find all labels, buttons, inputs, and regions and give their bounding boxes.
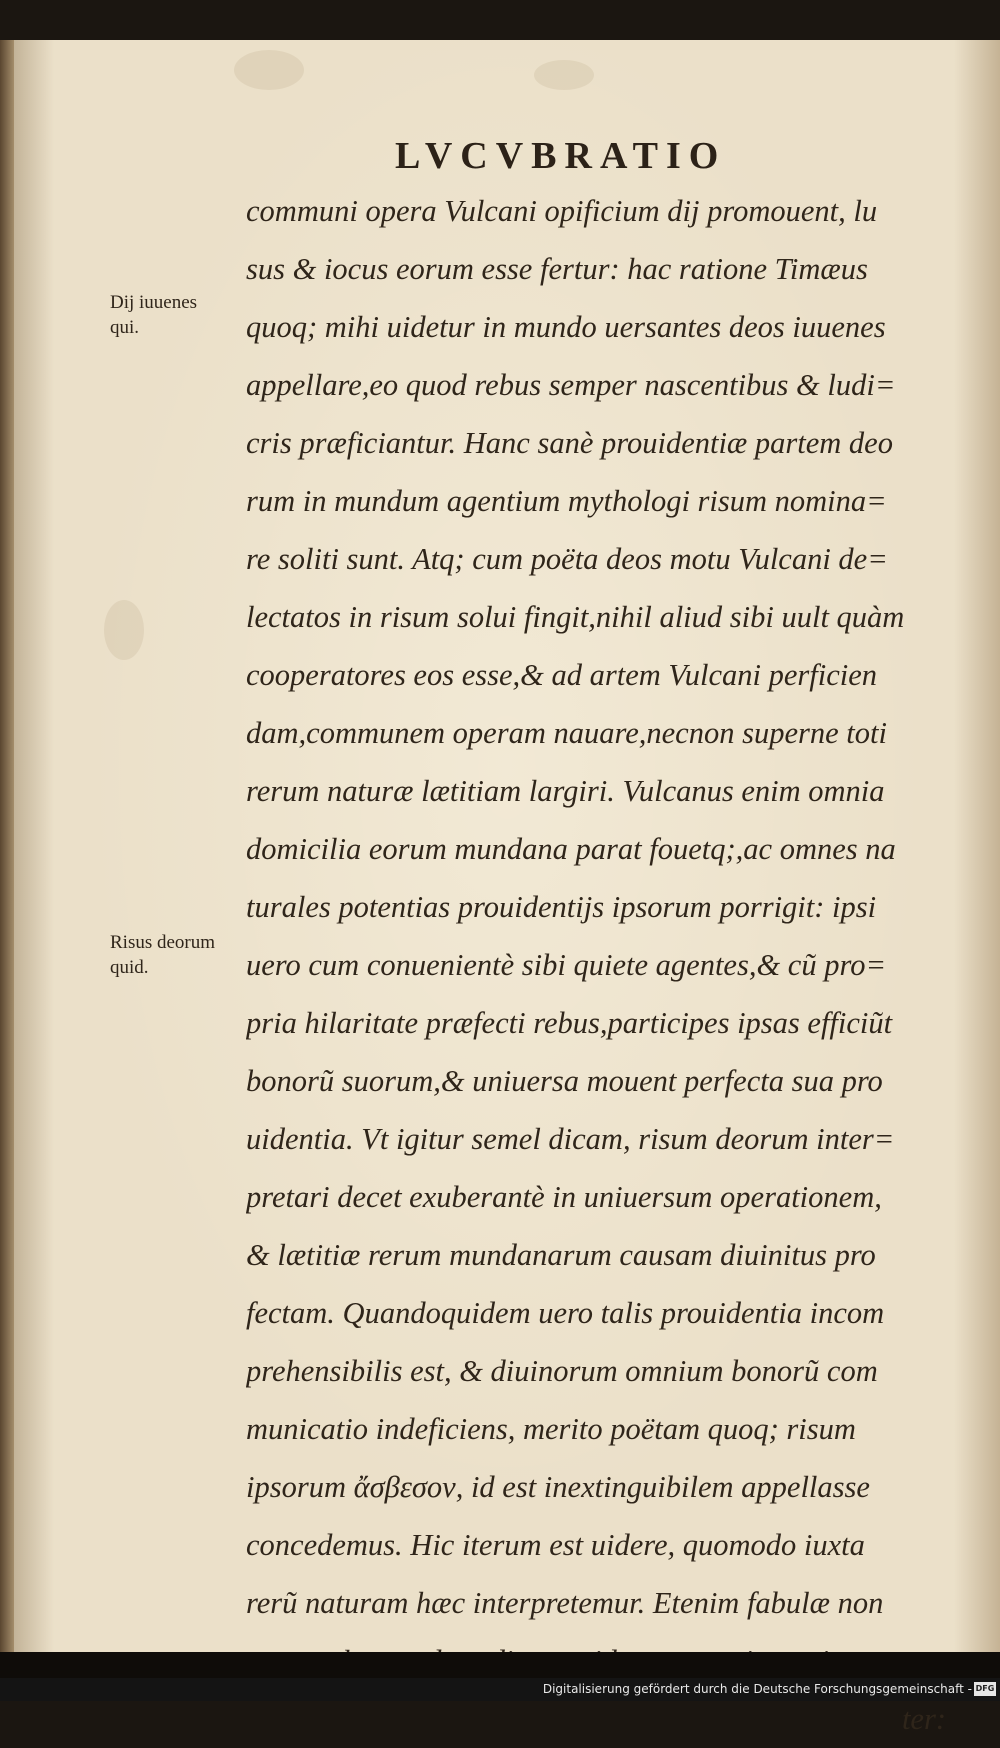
text-line: dam,communem operam nauare,necnon superne toti <box>246 716 887 750</box>
text-line: uidentia. Vt igitur semel dicam, risum deorum inter= <box>246 1122 895 1156</box>
text-line: cooperatores eos esse,& ad artem Vulcani perficien <box>246 658 878 692</box>
text-line: & lætitiæ rerum mundanarum causam diuinitus pro <box>246 1238 876 1272</box>
text-line: re soliti sunt. Atq; cum poëta deos motu Vulcani de= <box>246 542 888 576</box>
text-line: concedemus. Hic iterum est uidere, quomodo iuxta <box>246 1528 865 1562</box>
text-line: communi opera Vulcani opificium dij promouent, lu <box>246 194 878 228</box>
running-header-title: LVCVBRATIO <box>395 135 727 177</box>
text-line: quoq; mihi uidetur in mundo uersantes deos iuuenes <box>246 310 886 344</box>
digitization-footer <box>0 1678 1000 1701</box>
text-line: fectam. Quandoquidem uero talis prouidentia incom <box>246 1296 885 1330</box>
text-line: sus & iocus eorum esse fertur: hac ratione Timæus <box>246 252 868 286</box>
text-line: rum in mundum agentium mythologi risum nomina= <box>246 484 887 518</box>
marginal-note-risus-deorum <box>110 930 240 980</box>
scan-bottom-border <box>0 1652 1000 1678</box>
dfg-logo[interactable]: DFG <box>974 1682 996 1696</box>
text-line: uero cum conuenientè sibi quiete agentes,& cũ pro= <box>246 948 887 982</box>
footer-credit-text: Digitalisierung gefördert durch die Deutsche Forschungsgemeinschaft - <box>542 1682 972 1696</box>
text-line: lectatos in risum solui fingit,nihil aliud sibi uult quàm <box>246 600 905 634</box>
text-line: bonorũ suorum,& uniuersa mouent perfecta sua pro <box>246 1064 883 1098</box>
marginal-note-text: Dij iuuenes qui. <box>110 292 198 338</box>
text-line: turales potentias prouidentijs ipsorum porrigit: ipsi <box>246 890 877 924</box>
paper-stain <box>234 50 304 90</box>
text-line: pretari decet exuberantè in uniuersum operationem, <box>246 1180 882 1214</box>
text-line: municatio indeficiens, merito poëtam quoq; risum <box>246 1412 856 1446</box>
text-line: prehensibilis est, & diuinorum omnium bonorũ com <box>246 1354 878 1388</box>
body-text <box>246 182 946 1748</box>
text-line: rerum naturæ lætitiam largiri. Vulcanus enim omnia <box>246 774 885 808</box>
text-line: domicilia eorum mundana parat fouetq;,ac omnes na <box>246 832 896 866</box>
catchword: ter: <box>901 1702 946 1736</box>
text-line: ipsorum ἄσβεσον, id est inextinguibilem appellasse <box>246 1470 870 1504</box>
paper-stain <box>104 600 144 660</box>
text-line: rerũ naturam hæc interpretemur. Etenim fabulæ non <box>246 1586 884 1620</box>
text-line: appellare,eo quod rebus semper nascentibus & ludi= <box>246 368 896 402</box>
marginal-note-text: Risus deorum quid. <box>110 932 216 978</box>
paper-stain <box>534 60 594 90</box>
marginal-note-dij-iuuenes <box>110 290 240 340</box>
text-line: pria hilaritate præfecti rebus,participes ipsas efficiũt <box>246 1006 893 1040</box>
text-line: cris præficiantur. Hanc sanè prouidentiæ partem deo <box>246 426 893 460</box>
